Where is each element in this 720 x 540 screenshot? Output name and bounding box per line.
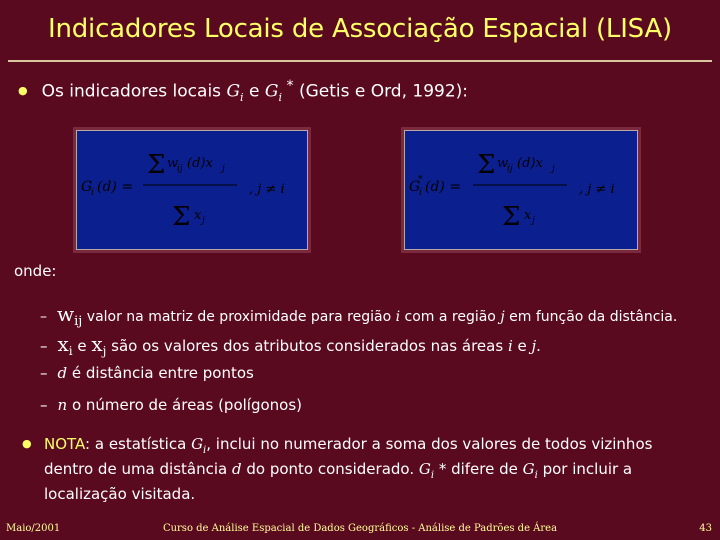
formula-gi-star: [404, 130, 638, 250]
formula-gi: [76, 130, 308, 250]
intro-bullet: ● Os indicadores locais $G_i$ e $G_i$ * (Getis e Ord, 1992):: [18, 78, 469, 105]
def-wij: – $w_{ij}$ valor na matriz de proximidade para região i com a região j em função da distância.: [40, 302, 678, 329]
note-bullet-icon: ●: [22, 437, 32, 450]
svg-text:j: j: [222, 164, 225, 174]
svg-text:i: i: [419, 188, 422, 198]
svg-text:G: G: [81, 179, 93, 195]
sum-symbol-num: Σ: [147, 150, 166, 180]
svg-text:(d) =: (d) =: [97, 179, 134, 195]
def-n: – n o número de áreas (polígonos): [40, 396, 303, 414]
svg-text:w: w: [497, 156, 509, 171]
svg-text:ij: ij: [177, 164, 183, 174]
sum-symbol-num-star: Σ: [477, 150, 496, 180]
svg-text:*: *: [418, 175, 423, 185]
svg-text:j: j: [202, 216, 205, 226]
footer-course: Curso de Análise Espacial de Dados Geográficos - Análise de Padrões de Área: [162, 523, 558, 534]
svg-text:x: x: [524, 208, 532, 223]
svg-text:j: j: [552, 164, 555, 174]
svg-text:ij: ij: [507, 164, 513, 174]
svg-text:(d) =: (d) =: [425, 179, 462, 195]
slide-title: Indicadores Locais de Associação Espacial (LISA): [48, 14, 672, 44]
svg-text:j: j: [532, 216, 535, 226]
svg-text:, j ≠ i: , j ≠ i: [579, 182, 615, 197]
svg-text:G: G: [409, 179, 421, 195]
svg-text:(d)x: (d)x: [187, 156, 213, 171]
footer-page-number: 43: [699, 523, 712, 534]
svg-text:i: i: [91, 188, 94, 198]
onde-label: onde:: [14, 262, 57, 280]
def-d: – d é distância entre pontos: [40, 364, 254, 382]
note-paragraph: NOTA: a estatística $G_i$, inclui no numerador a soma dos valores de todos vizinhos dentro de uma distância d do ponto considerado. $G_i$ * difere de $G_i$ por incluir a localização visitada.: [44, 435, 653, 503]
title-divider: [8, 60, 712, 62]
footer-date: Maio/2001: [6, 523, 61, 534]
bullet-dot-icon: ●: [18, 83, 28, 97]
def-xi-xj: – $x_i$ e $x_j$ são os valores dos atributos considerados nas áreas i e j.: [40, 332, 541, 358]
sum-symbol-den-star: Σ: [502, 202, 521, 232]
sum-symbol-den: Σ: [172, 202, 191, 232]
svg-text:(d)x: (d)x: [517, 156, 543, 171]
svg-text:, j ≠ i: , j ≠ i: [249, 182, 285, 197]
svg-text:w: w: [167, 156, 179, 171]
svg-text:x: x: [194, 208, 202, 223]
